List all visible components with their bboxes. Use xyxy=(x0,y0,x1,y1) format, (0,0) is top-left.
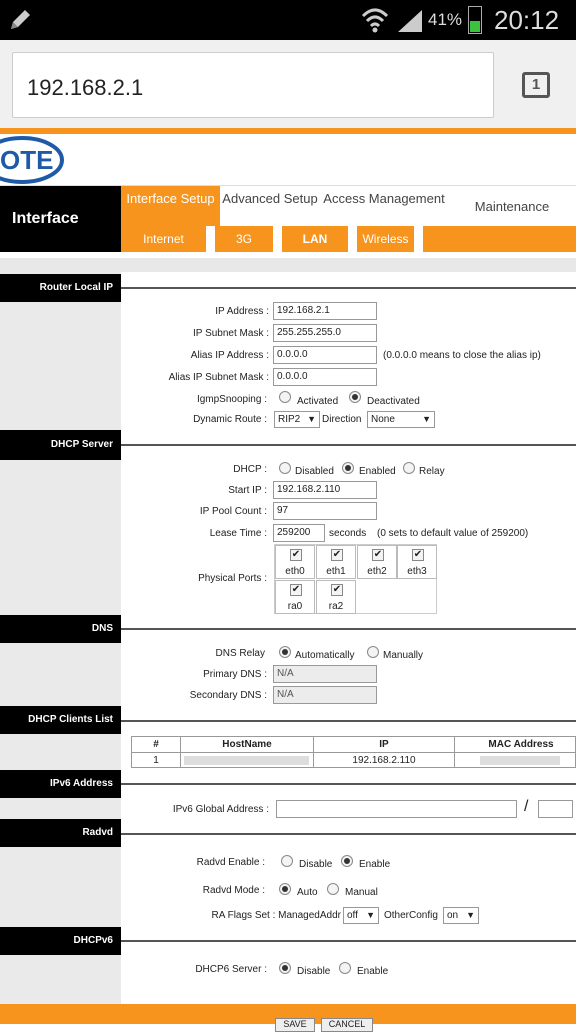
primary-dns-label: Primary DNS : xyxy=(203,669,267,680)
igmp-deactivated-label: Deactivated xyxy=(367,396,420,407)
table-row: 1 192.168.2.110 xyxy=(132,753,576,768)
svg-text:OTE: OTE xyxy=(0,145,54,175)
radvd-manual-label: Manual xyxy=(345,887,378,898)
tab-advanced-setup[interactable]: Advanced Setup xyxy=(222,191,318,206)
clock: 20:12 xyxy=(494,5,560,35)
browser-toolbar xyxy=(0,40,576,128)
other-config-label: OtherConfig xyxy=(384,910,438,921)
url-field[interactable]: 192.168.2.1 xyxy=(12,52,494,118)
lease-time-input[interactable]: 259200 xyxy=(273,524,325,542)
ipv6-global-label: IPv6 Global Address : xyxy=(172,804,269,815)
section-radvd: Radvd xyxy=(0,819,121,847)
port-ra0-checkbox[interactable]: ✔ xyxy=(291,584,301,595)
secondary-dns-input[interactable]: N/A xyxy=(273,686,377,704)
start-ip-label: Start IP : xyxy=(228,485,267,496)
radvd-mode-label: Radvd Mode : xyxy=(202,885,265,896)
port-ra2-checkbox[interactable]: ✔ xyxy=(332,584,342,595)
port-ra2: ✔ ra2 xyxy=(316,580,356,614)
lease-time-label: Lease Time : xyxy=(209,528,267,539)
primary-dns-input[interactable]: N/A xyxy=(273,665,377,683)
direction-select[interactable]: None ▼ xyxy=(367,411,435,428)
igmp-label: IgmpSnooping : xyxy=(196,394,267,405)
dhcp-disabled-radio[interactable] xyxy=(279,462,291,474)
port-eth3-checkbox[interactable]: ✔ xyxy=(413,549,423,560)
dhcp6-server-label: DHCP6 Server : xyxy=(195,964,267,975)
subtab-wireless[interactable]: Wireless xyxy=(362,232,409,246)
pool-count-input[interactable]: 97 xyxy=(273,502,377,520)
radvd-auto-label: Auto xyxy=(297,887,318,898)
dhcp6-disable-label: Disable xyxy=(297,966,331,977)
radvd-disable-label: Disable xyxy=(299,859,333,870)
igmp-deactivated-radio[interactable] xyxy=(349,391,361,403)
dhcp-label: DHCP : xyxy=(233,464,267,475)
section-dhcp-clients: DHCP Clients List xyxy=(0,706,121,734)
battery-percent: 41% xyxy=(428,10,463,29)
dhcp-relay-radio[interactable] xyxy=(403,462,415,474)
tab-maintenance[interactable]: Maintenance xyxy=(474,199,550,214)
port-eth1-checkbox[interactable]: ✔ xyxy=(332,549,342,560)
radvd-enable-label: Radvd Enable : xyxy=(196,857,265,868)
section-router-local-ip: Router Local IP xyxy=(0,274,121,302)
save-button[interactable]: SAVE xyxy=(275,1018,315,1032)
dhcp6-enable-radio[interactable] xyxy=(339,962,351,974)
mac-redacted xyxy=(480,756,560,765)
signal-icon xyxy=(396,8,424,34)
port-eth2: ✔ eth2 xyxy=(357,545,397,579)
dynamic-route-label: Dynamic Route : xyxy=(193,414,267,425)
subtab-internet[interactable]: Internet xyxy=(143,232,184,246)
section-ipv6: IPv6 Address xyxy=(0,770,121,798)
subnet-mask-label: IP Subnet Mask : xyxy=(193,328,269,339)
ote-logo xyxy=(0,134,70,186)
radvd-disable-radio[interactable] xyxy=(281,855,293,867)
start-ip-input[interactable]: 192.168.2.110 xyxy=(273,481,377,499)
form-footer xyxy=(121,1004,576,1029)
header-logo-area xyxy=(0,134,576,186)
ipv6-prefix-input[interactable] xyxy=(538,800,573,818)
port-eth3: ✔ eth3 xyxy=(397,545,437,579)
hostname-redacted xyxy=(184,756,309,765)
dhcp6-enable-label: Enable xyxy=(357,966,389,977)
dhcp-enabled-label: Enabled xyxy=(359,466,396,477)
lease-unit: seconds xyxy=(329,528,367,539)
port-ra0: ✔ ra0 xyxy=(275,580,315,614)
dhcp6-disable-radio[interactable] xyxy=(279,962,291,974)
radvd-manual-radio[interactable] xyxy=(327,883,339,895)
ra-flags-label: RA Flags Set : ManagedAddr xyxy=(211,910,341,921)
ip-address-label: IP Address : xyxy=(215,306,269,317)
other-config-select[interactable]: on ▼ xyxy=(443,907,479,924)
subnet-mask-input[interactable]: 255.255.255.0 xyxy=(273,324,377,342)
wifi-icon xyxy=(360,6,390,34)
prefix-separator: / xyxy=(524,798,529,815)
port-eth1: ✔ eth1 xyxy=(316,545,356,579)
table-header: # HostName IP MAC Address xyxy=(132,737,576,753)
physical-ports-label: Physical Ports : xyxy=(198,573,267,584)
dhcp-clients-table xyxy=(131,736,576,768)
edit-pencil-icon xyxy=(8,8,36,32)
dynamic-route-select[interactable]: RIP2 ▼ xyxy=(274,411,320,428)
physical-ports-grid xyxy=(274,544,437,614)
cancel-button[interactable]: CANCEL xyxy=(321,1018,373,1032)
alias-mask-input[interactable]: 0.0.0.0 xyxy=(273,368,377,386)
lease-note: (0 sets to default value of 259200) xyxy=(377,528,529,539)
igmp-activated-radio[interactable] xyxy=(279,391,291,403)
tab-interface-setup[interactable]: Interface Setup xyxy=(121,186,220,226)
battery-icon xyxy=(468,6,482,34)
dhcp-enabled-radio[interactable] xyxy=(342,462,354,474)
sub-navigation xyxy=(121,226,576,252)
tab-access-management[interactable]: Access Management xyxy=(323,191,445,206)
pool-count-label: IP Pool Count : xyxy=(199,506,267,517)
dns-auto-radio[interactable] xyxy=(279,646,291,658)
secondary-dns-label: Secondary DNS : xyxy=(189,690,267,701)
section-dhcp-server: DHCP Server xyxy=(0,430,121,460)
radvd-auto-radio[interactable] xyxy=(279,883,291,895)
section-dhcpv6: DHCPv6 xyxy=(0,927,121,955)
nav-section-title: Interface xyxy=(0,186,121,252)
alias-mask-label: Alias IP Subnet Mask : xyxy=(168,372,269,383)
subtab-lan[interactable]: LAN xyxy=(302,232,328,246)
dhcp-relay-label: Relay xyxy=(419,466,445,477)
dns-manual-radio[interactable] xyxy=(367,646,379,658)
alias-ip-input[interactable]: 0.0.0.0 xyxy=(273,346,377,364)
port-eth2-checkbox[interactable]: ✔ xyxy=(373,549,383,560)
ipv6-address-input[interactable] xyxy=(276,800,517,818)
status-bar xyxy=(0,0,576,40)
section-dns: DNS xyxy=(0,615,121,643)
dns-auto-label: Automatically xyxy=(295,650,355,661)
dhcp-disabled-label: Disabled xyxy=(295,466,334,477)
radvd-enable-option-label: Enable xyxy=(359,859,391,870)
dns-relay-label: DNS Relay xyxy=(215,648,265,659)
managed-addr-select[interactable]: off ▼ xyxy=(343,907,379,924)
alias-ip-note: (0.0.0.0 means to close the alias ip) xyxy=(383,350,541,361)
radvd-enable-radio[interactable] xyxy=(341,855,353,867)
port-eth0-checkbox[interactable]: ✔ xyxy=(291,549,301,560)
lan-settings-form xyxy=(0,252,576,1029)
tab-switcher-button[interactable]: 1 xyxy=(522,72,550,98)
alias-ip-label: Alias IP Address : xyxy=(190,350,269,361)
port-eth0: ✔ eth0 xyxy=(275,545,315,579)
subtab-3g[interactable]: 3G xyxy=(235,232,252,246)
dns-manual-label: Manually xyxy=(383,650,424,661)
main-navigation xyxy=(0,186,576,252)
ip-address-input[interactable]: 192.168.2.1 xyxy=(273,302,377,320)
direction-label: Direction xyxy=(322,414,362,425)
igmp-activated-label: Activated xyxy=(297,396,339,407)
